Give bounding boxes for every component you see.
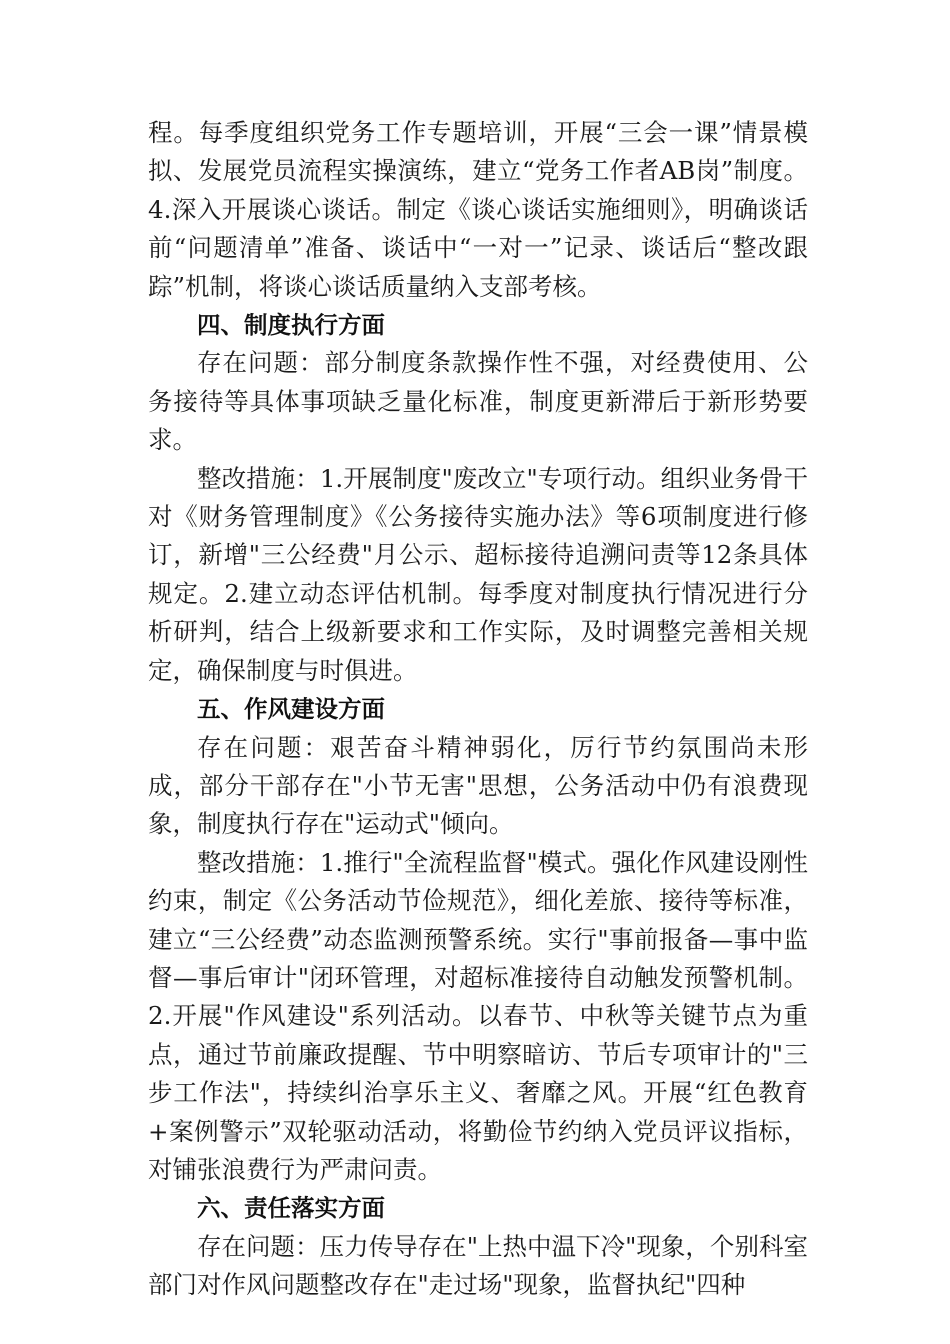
paragraph-problems-responsibility: 存在问题：压力传导存在"上热中温下冷"现象，个别科室部门对作风问题整改存在"走过场"现象，监督执纪"四种 — [148, 1231, 808, 1300]
section-heading-work-style: 五、作风建设方面 — [197, 695, 385, 724]
paragraph-measures-work-style: 整改措施：1.推行"全流程监督"模式。强化作风建设刚性约束，制定《公务活动节俭规范》，细化差旅、接待等标准，建立“三公经费”动态监测预警系统。实行"事前报备—事中监督—事后审计"闭环管理，对超标准接待自动触发预警机制。2.开展"作风建设"系列活动。以春节、中秋等关键节点为重点，通过节前廉政提醒、节中明察暗访、节后专项审计的"三步工作法"，持续纠治享乐主义、奢靡之风。开展“红色教育+案例警示”双轮驱动活动，将勤俭节约纳入党员评议指标，对铺张浪费行为严肃问责。 — [148, 847, 808, 1184]
paragraph-continuation: 程。每季度组织党务工作专题培训，开展“三会一课”情景模拟、发展党员流程实操演练，建立“党务工作者AB岗”制度。4.深入开展谈心谈话。制定《谈心谈话实施细则》，明确谈话前“问题清单”准备、谈话中“一对一”记录、谈话后“整改跟踪”机制，将谈心谈话质量纳入支部考核。 — [148, 118, 808, 301]
paragraph-problems-work-style: 存在问题：艰苦奋斗精神弱化，厉行节约氛围尚未形成，部分干部存在"小节无害"思想，公务活动中仍有浪费现象，制度执行存在"运动式"倾向。 — [148, 732, 808, 839]
paragraph-problems-system: 存在问题：部分制度条款操作性不强，对经费使用、公务接待等具体事项缺乏量化标准，制度更新滞后于新形势要求。 — [148, 348, 808, 455]
document-body — [148, 114, 808, 1305]
section-heading-system-execution: 四、制度执行方面 — [197, 311, 385, 340]
section-heading-responsibility: 六、责任落实方面 — [197, 1194, 385, 1223]
paragraph-measures-system: 整改措施：1.开展制度"废改立"专项行动。组织业务骨干对《财务管理制度》《公务接待实施办法》等6项制度进行修订，新增"三公经费"月公示、超标接待追溯问责等12条具体规定。2.建立动态评估机制。每季度对制度执行情况进行分析研判，结合上级新要求和工作实际，及时调整完善相关规定，确保制度与时俱进。 — [148, 463, 808, 685]
